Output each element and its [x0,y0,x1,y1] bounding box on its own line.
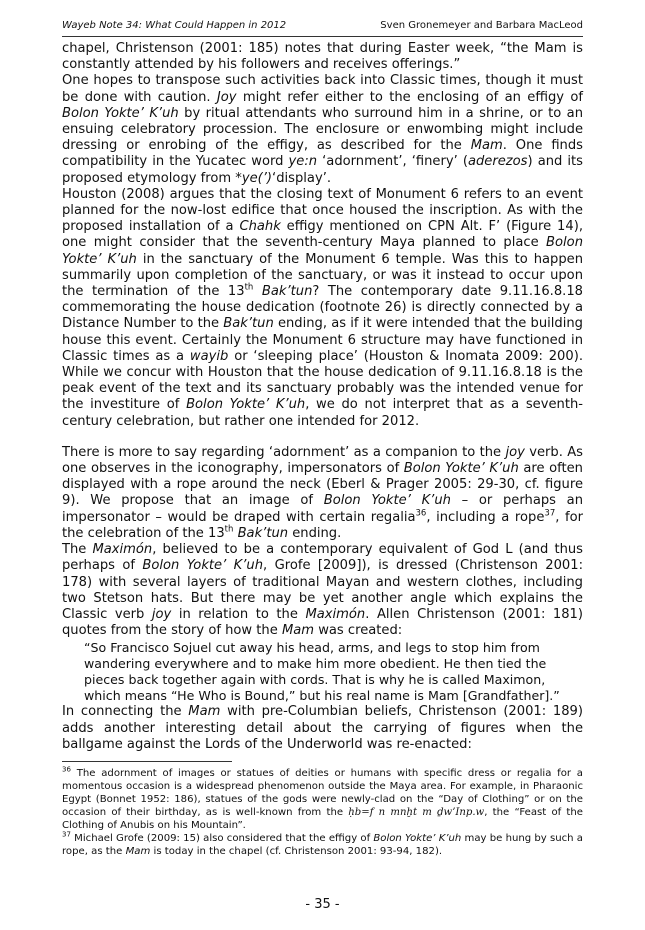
main-text [62,41,583,753]
page-number: - 35 - [305,897,340,912]
running-header [62,20,583,31]
header-title: Wayeb Note 34: What Could Happen in 2012 [62,20,287,31]
paragraph: Houston (2008) argues that the closing text of Monument 6 refers to an event planned for the now-lost edifice that once housed the inscription. As with the proposed installation of a Chahk effigy mentioned on CPN Alt. F’ (Figure 14), one might consider that the seventh-century Maya planned to place Bolon Yokte’ K’uh in the sanctuary of the Monument 6 temple. Was this to happen summarily upon completion of the sanctuary, or was it instead to occur upon the termination of the 13th Bak’tun? The contemporary date 9.11.16.8.18 commemorating the house dedication (footnote 26) is directly connected by a Distance Number to the Bak’tun ending, as if it were intended that the building house this event. Certainly the Monument 6 structure may have functioned in Classic times as a wayib or ‘sleeping place’ (Houston & Inomata 2009: 200). While we concur with Houston that the house dedication of 9.11.16.8.18 is the peak event of the text and its sanctuary probably was the intended venue for the investiture of Bolon Yokte’ K’uh, we do not interpret that as a seventh-century celebration, but rather one intended for 2012. [62,186,584,429]
footnote-ref-36[interactable]: 36 [415,508,427,519]
footnote-rule [62,761,232,762]
block-quote: “So Francisco Sojuel cut away his head, arms, and legs to stop him from wandering everywhere and to make him more obedient. He then tied the pieces back together again with cords. That is why he is called Maximon, which means “He Who is Bound,” but his real name is Mam [Grandfather].” [84,640,560,704]
footnote-37: $^{37}$ Michael Grofe (2009: 15) also considered that the effigy of Bolon Yokte’ K’uh may be hung by such a rope, as the Mam is today in the chapel (cf. Christenson 2001: 93-94, 182). [62,830,583,857]
paragraph: In connecting the Mam with pre-Columbian beliefs, Christenson (2001: 189) adds another interesting detail about the carrying of figures when the ballgame against the Lords of the Underworld was re-enacted: [62,704,583,752]
paragraph: The Maximón, believed to be a contemporary equivalent of God L (and thus perhaps of Bolon Yokte’ K’uh, Grofe [2009]), is dressed (Christenson 2001: 178) with several layers of traditional Mayan and western clothes, including two Stetson hats. But there may be yet another angle which explains the Classic verb joy in relation to the Maximón. Allen Christenson (2001: 181) quotes from the story of how the Mam was created: [62,542,584,639]
paragraph: One hopes to transpose such activities back into Classic times, though it must be done with caution. Joy might refer either to the enclosing of an effigy of Bolon Yokte’ K’uh by ritual attendants who surround him in a shrine, or to an ensuing celebratory procession. The enclosure or enwombing might include dressing or enrobing of the effigy, as described for the Mam. One finds compatibility in the Yucatec word ye:n ‘adornment’, ‘finery’ (aderezos) and its proposed etymology from *ye(’)‘display’. [62,73,583,186]
footnotes [62,767,583,858]
header-rule [62,36,583,37]
paragraph: chapel, Christenson (2001: 185) notes that during Easter week, “the Mam is constantly attended by his followers and receives offerings.” [62,41,583,73]
header-authors: Sven Gronemeyer and Barbara MacLeod [380,20,583,31]
footnote-36: $^{36}$ The adornment of images or statues of deities or humans with specific dress or regalia for a momentous occasion is a widespread phenomenon outside the Maya area. For example, in Pharaonic Egypt (Bonnet 1952: 186), statues of the gods were newly-clad on the “Day of Clothing” or on the occasion of their birthday, as is well-known from the ḥb=f n mnḫt m ḏw’Inp.w, the “Feast of the Clothing of Anubis on his Mountain”. [62,765,583,831]
paragraph: There is more to say regarding ‘adornment’ as a companion to the joy verb. As one observes in the iconography, impersonators of Bolon Yokte’ K’uh are often displayed with a rope around the neck (Eberl & Prager 2005: 29-30, cf. figure 9). We propose that an image of Bolon Yokte’ K’uh – or perhaps an impersonator – would be draped with certain regalia$^{36}$, including a rope$^{37}$, for the celebration of the 13th Bak’tun ending. [62,444,584,541]
footnote-ref-37[interactable]: 37 [544,508,556,519]
